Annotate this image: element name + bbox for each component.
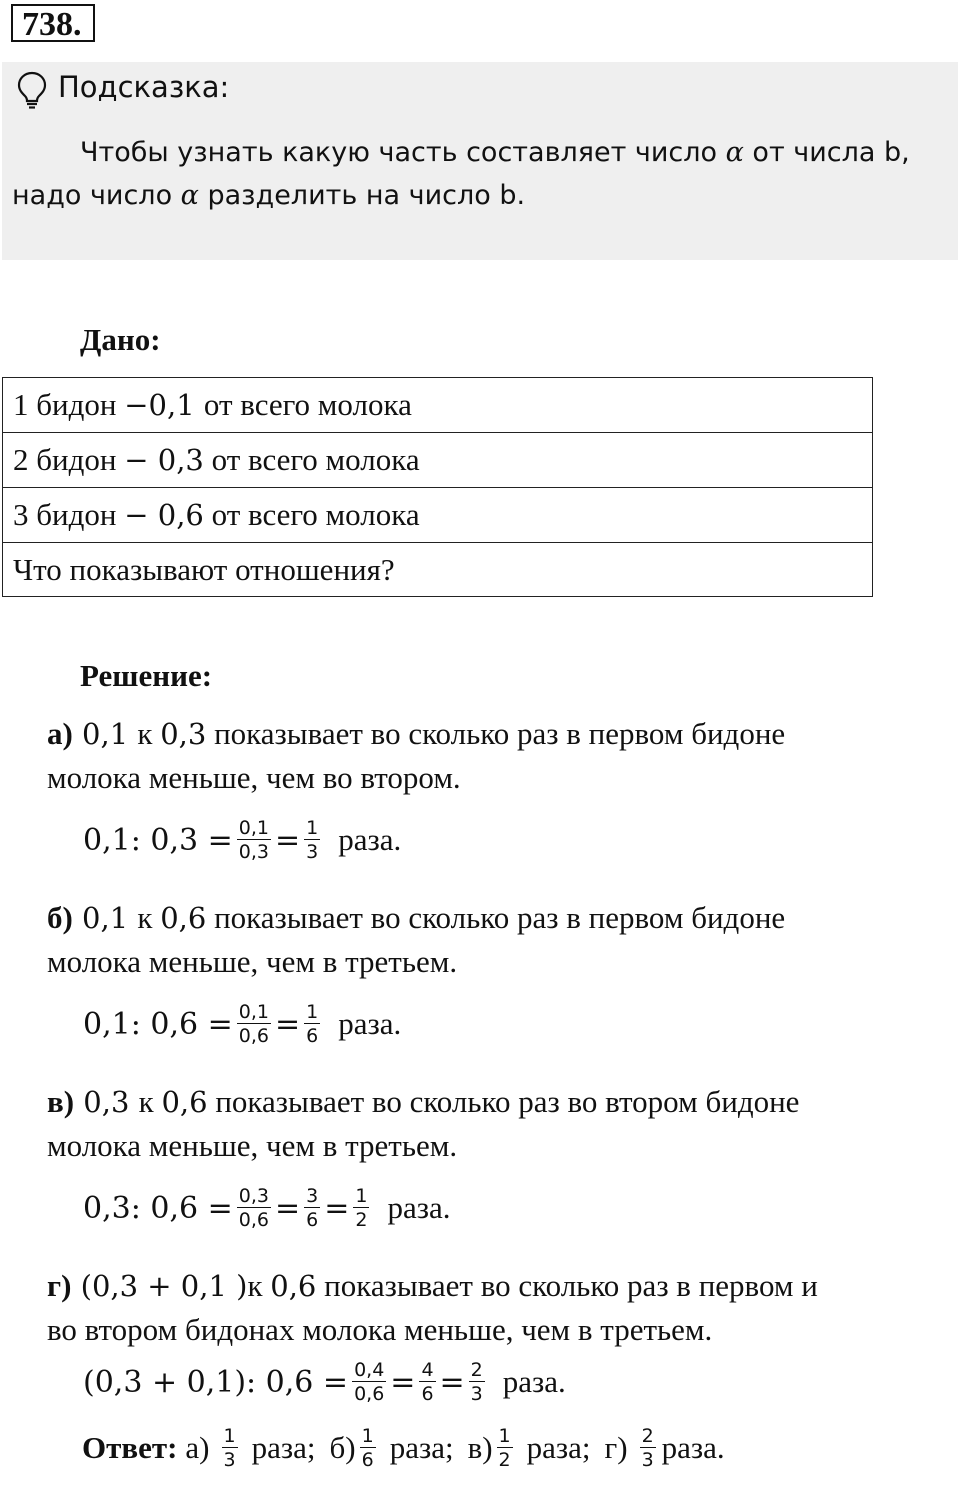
part-b-line-1: б) 0,1 к 0,6 показывает во сколько раз в первом бидоне [47,900,786,935]
part-c-equation: 0,3: 0,6 = $\frac{0,3}{0,6}$ = $\frac{3}{6}$ = $\frac{1}{2}$ раза. [83,1185,451,1231]
lightbulb-icon [17,71,47,109]
part-d-line-2: во втором бидонах молока меньше, чем в третьем. [47,1312,713,1347]
fraction: $\frac{2}{3}$ [641,1425,654,1471]
problem-number: 738. [11,4,95,42]
answer-line: Ответ: а) $\frac{1}{3}$ раза; б) $\frac{1}{6}$ раза; в) $\frac{1}{2}$ раза; г) $\frac{2}{3}$ раза. [82,1425,725,1471]
fraction: $\frac{0,3}{0,6}$ [238,1185,269,1231]
fraction: $\frac{1}{6}$ [361,1425,374,1471]
hint-line-1: Чтобы узнать какую часть составляет число α от числа b, [80,137,910,168]
part-c-line-2: молока меньше, чем в третьем. [47,1128,458,1163]
table-row: 2 бидон − 0,3 от всего молока [3,433,873,488]
fraction: $\frac{0,1}{0,3}$ [238,817,269,863]
table-row: 1 бидон −0,1 от всего молока [3,378,873,433]
hint-line-2: надо число α разделить на число b. [12,180,526,211]
fraction: $\frac{2}{3}$ [470,1359,483,1405]
fraction: $\frac{0,4}{0,6}$ [354,1359,385,1405]
given-table [2,377,873,597]
part-b-equation: 0,1: 0,6 = $\frac{0,1}{0,6}$ = $\frac{1}{6}$ раза. [83,1001,402,1047]
fraction: $\frac{1}{3}$ [306,817,319,863]
alpha-symbol: α [180,180,199,211]
fraction: $\frac{1}{2}$ [355,1185,368,1231]
solution-title: Решение: [80,658,213,693]
fraction: $\frac{1}{3}$ [223,1425,236,1471]
alpha-symbol: α [725,137,744,168]
given-title: Дано: [80,322,161,357]
hint-title: Подсказка: [58,70,230,104]
part-c-line-1: в) 0,3 к 0,6 показывает во сколько раз во втором бидоне [47,1084,800,1119]
fraction: $\frac{0,1}{0,6}$ [238,1001,269,1047]
fraction: $\frac{1}{6}$ [306,1001,319,1047]
part-b-line-2: молока меньше, чем в третьем. [47,944,458,979]
part-a-line-2: молока меньше, чем во втором. [47,760,461,795]
fraction: $\frac{1}{2}$ [498,1425,511,1471]
fraction: $\frac{4}{6}$ [421,1359,434,1405]
table-row: Что показывают отношения? [3,543,873,597]
part-a-line-1: а) 0,1 к 0,3 показывает во сколько раз в первом бидоне [47,716,786,751]
part-a-equation: 0,1: 0,3 = $\frac{0,1}{0,3}$ = $\frac{1}{3}$ раза. [83,817,402,863]
table-row: 3 бидон − 0,6 от всего молока [3,488,873,543]
part-d-line-1: г) (0,3 + 0,1 )к 0,6 показывает во сколько раз в первом и [47,1268,818,1303]
fraction: $\frac{3}{6}$ [306,1185,319,1231]
part-d-equation: (0,3 + 0,1): 0,6 = $\frac{0,4}{0,6}$ = $\frac{4}{6}$ = $\frac{2}{3}$ раза. [83,1359,566,1405]
